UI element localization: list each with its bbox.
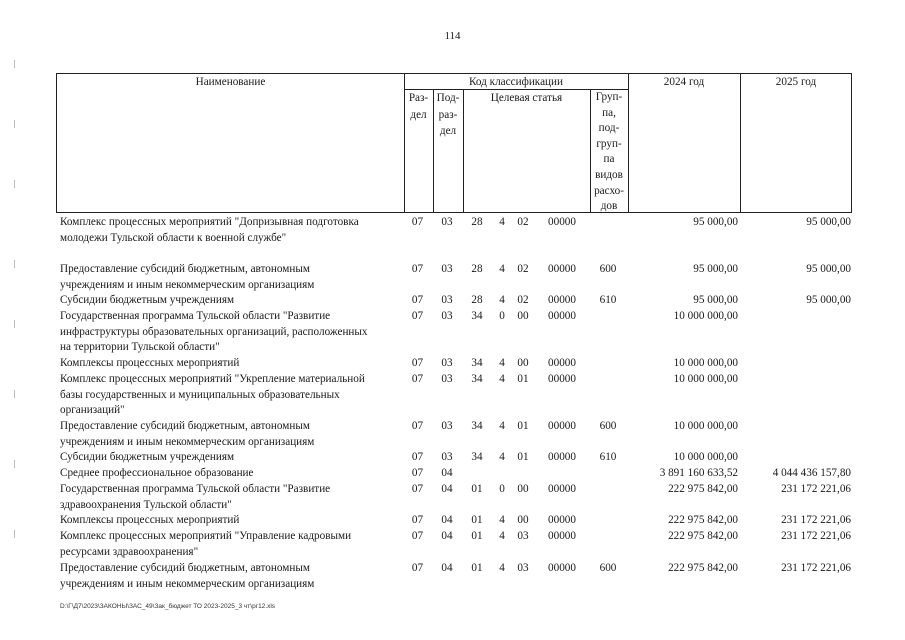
cell-razdel: 07 bbox=[411, 483, 424, 495]
page-number: 114 bbox=[444, 30, 461, 42]
cell-t1: 34 bbox=[471, 373, 483, 385]
cell-amount-2024: 10 000 000,00 bbox=[673, 373, 738, 385]
cell-t4: 00000 bbox=[548, 451, 576, 463]
cell-amount-2025: 95 000,00 bbox=[806, 216, 851, 228]
row-name: Предоставление субсидий бюджетным, автономным учреждениям и иным некоммерческим организациям bbox=[60, 562, 315, 590]
cell-razdel: 07 bbox=[411, 310, 424, 322]
cell-t4: 00000 bbox=[548, 562, 576, 574]
cell-t3: 00 bbox=[517, 357, 529, 369]
cell-razdel: 07 bbox=[411, 467, 424, 479]
cell-amount-2024: 3 891 160 633,52 bbox=[659, 467, 738, 479]
cell-razdel: 07 bbox=[411, 294, 424, 306]
cell-razdel: 07 bbox=[411, 357, 424, 369]
header-target-article: Целевая статья bbox=[490, 92, 563, 104]
cell-t2: 4 bbox=[499, 514, 505, 526]
cell-amount-2025: 231 172 221,06 bbox=[781, 483, 851, 495]
row-name: Среднее профессиональное образование bbox=[60, 467, 254, 479]
header-podrazdel: Под- раз- дел bbox=[436, 92, 460, 138]
cell-t1: 28 bbox=[471, 294, 483, 306]
cell-amount-2024: 222 975 842,00 bbox=[668, 562, 738, 574]
cell-t1: 01 bbox=[471, 530, 483, 542]
cell-t3: 02 bbox=[517, 263, 529, 275]
cell-amount-2025: 4 044 436 157,80 bbox=[772, 467, 851, 479]
cell-podrazdel: 03 bbox=[441, 373, 453, 385]
cell-podrazdel: 03 bbox=[441, 357, 453, 369]
cell-razdel: 07 bbox=[411, 514, 424, 526]
cell-podrazdel: 03 bbox=[441, 451, 453, 463]
cell-t4: 00000 bbox=[548, 216, 576, 228]
cell-razdel: 07 bbox=[411, 373, 424, 385]
cell-t3: 01 bbox=[517, 420, 529, 432]
file-path: D:\Г\Д7\2023\ЗАКОНЫ\ЗАС_49\Зак_бюджет ТО 2023-2025_3 чт\рг12.xls bbox=[60, 603, 276, 610]
cell-t4: 00000 bbox=[548, 357, 576, 369]
cell-podrazdel: 04 bbox=[441, 514, 453, 526]
header-razdel: Раз- дел bbox=[408, 92, 429, 121]
cell-amount-2024: 10 000 000,00 bbox=[673, 420, 738, 432]
cell-podrazdel: 03 bbox=[441, 310, 453, 322]
header-group: Груп- па, под- груп- па видов расхо- дов bbox=[594, 91, 624, 213]
cell-t3: 03 bbox=[517, 530, 529, 542]
cell-t3: 00 bbox=[517, 514, 529, 526]
cell-amount-2024: 95 000,00 bbox=[693, 294, 738, 306]
cell-podrazdel: 03 bbox=[441, 216, 453, 228]
cell-amount-2025: 95 000,00 bbox=[806, 263, 851, 275]
row-name: Комплекс процессных мероприятий "Управление кадровыми ресурсами здравоохранения" bbox=[60, 530, 352, 558]
cell-t4: 00000 bbox=[548, 530, 576, 542]
cell-t2: 4 bbox=[499, 373, 505, 385]
row-name: Государственная программа Тульской области "Развитие инфраструктуры образовательных организаций, расположенных на территории Тульской области" bbox=[60, 310, 368, 353]
row-name: Комплексы процессных мероприятий bbox=[60, 357, 240, 369]
cell-amount-2024: 222 975 842,00 bbox=[668, 530, 738, 542]
cell-amount-2024: 10 000 000,00 bbox=[673, 310, 738, 322]
cell-t4: 00000 bbox=[548, 373, 576, 385]
cell-t1: 34 bbox=[471, 451, 483, 463]
row-name: Комплекс процессных мероприятий "Укрепление материальной базы государственных и муниципальных образовательных организаций" bbox=[60, 373, 365, 416]
cell-razdel: 07 bbox=[411, 530, 424, 542]
cell-razdel: 07 bbox=[411, 263, 424, 275]
cell-t4: 00000 bbox=[548, 514, 576, 526]
cell-t1: 01 bbox=[471, 483, 483, 495]
cell-amount-2025: 95 000,00 bbox=[806, 294, 851, 306]
cell-t4: 00000 bbox=[548, 420, 576, 432]
cell-razdel: 07 bbox=[411, 562, 424, 574]
cell-podrazdel: 04 bbox=[441, 467, 453, 479]
cell-t2: 4 bbox=[499, 216, 505, 228]
cell-podrazdel: 04 bbox=[441, 483, 453, 495]
cell-t1: 01 bbox=[471, 562, 483, 574]
cell-podrazdel: 04 bbox=[441, 530, 453, 542]
cell-razdel: 07 bbox=[411, 216, 424, 228]
cell-t2: 4 bbox=[499, 263, 505, 275]
row-name: Субсидии бюджетным учреждениям bbox=[60, 451, 235, 463]
cell-group: 610 bbox=[599, 294, 617, 306]
cell-t1: 01 bbox=[471, 514, 483, 526]
cell-t1: 34 bbox=[471, 357, 483, 369]
row-name: Предоставление субсидий бюджетным, автономным учреждениям и иным некоммерческим организациям bbox=[60, 420, 315, 448]
row-name: Комплекс процессных мероприятий "Допризывная подготовка молодежи Тульской области к военной службе" bbox=[60, 216, 359, 244]
cell-amount-2024: 222 975 842,00 bbox=[668, 514, 738, 526]
cell-amount-2024: 10 000 000,00 bbox=[673, 451, 738, 463]
cell-group: 610 bbox=[599, 451, 617, 463]
cell-t4: 00000 bbox=[548, 294, 576, 306]
cell-t2: 0 bbox=[499, 310, 505, 322]
cell-podrazdel: 03 bbox=[441, 294, 453, 306]
cell-group: 600 bbox=[599, 562, 617, 574]
cell-t2: 4 bbox=[499, 357, 505, 369]
cell-amount-2025: 231 172 221,06 bbox=[781, 530, 851, 542]
cell-t3: 00 bbox=[517, 483, 529, 495]
cell-t2: 4 bbox=[499, 562, 505, 574]
row-name: Комплексы процессных мероприятий bbox=[60, 514, 240, 526]
cell-t1: 28 bbox=[471, 216, 483, 228]
cell-t1: 34 bbox=[471, 420, 483, 432]
cell-group: 600 bbox=[599, 263, 617, 275]
table-header bbox=[56, 73, 852, 213]
cell-t4: 00000 bbox=[548, 483, 576, 495]
cell-amount-2025: 231 172 221,06 bbox=[781, 514, 851, 526]
cell-t2: 4 bbox=[499, 451, 505, 463]
cell-amount-2024: 222 975 842,00 bbox=[668, 483, 738, 495]
cell-t1: 28 bbox=[471, 263, 483, 275]
cell-t3: 03 bbox=[517, 562, 529, 574]
row-name: Субсидии бюджетным учреждениям bbox=[60, 294, 235, 306]
cell-amount-2024: 95 000,00 bbox=[693, 263, 738, 275]
cell-amount-2024: 10 000 000,00 bbox=[673, 357, 738, 369]
cell-podrazdel: 03 bbox=[441, 420, 453, 432]
cell-podrazdel: 04 bbox=[441, 562, 453, 574]
row-name: Государственная программа Тульской области "Развитие здравоохранения Тульской области" bbox=[60, 483, 331, 511]
cell-t1: 34 bbox=[471, 310, 483, 322]
cell-amount-2024: 95 000,00 bbox=[693, 216, 738, 228]
cell-t3: 00 bbox=[517, 310, 529, 322]
header-year-2024: 2024 год bbox=[663, 76, 705, 88]
cell-razdel: 07 bbox=[411, 420, 424, 432]
cell-t4: 00000 bbox=[548, 263, 576, 275]
cell-t3: 01 bbox=[517, 373, 529, 385]
cell-razdel: 07 bbox=[411, 451, 424, 463]
header-classification: Код классификации bbox=[469, 76, 563, 88]
cell-t4: 00000 bbox=[548, 310, 576, 322]
cell-group: 600 bbox=[599, 420, 617, 432]
cell-t2: 0 bbox=[499, 483, 505, 495]
header-year-2025: 2025 год bbox=[775, 76, 817, 88]
row-name: Предоставление субсидий бюджетным, автономным учреждениям и иным некоммерческим организациям bbox=[60, 263, 315, 291]
cell-t3: 02 bbox=[517, 294, 529, 306]
cell-t2: 4 bbox=[499, 420, 505, 432]
cell-t2: 4 bbox=[499, 530, 505, 542]
cell-podrazdel: 03 bbox=[441, 263, 453, 275]
cell-t3: 01 bbox=[517, 451, 529, 463]
cell-t3: 02 bbox=[517, 216, 529, 228]
cell-t2: 4 bbox=[499, 294, 505, 306]
header-name: Наименование bbox=[195, 76, 266, 88]
cell-amount-2025: 231 172 221,06 bbox=[781, 562, 851, 574]
scan-margin-marks bbox=[14, 60, 16, 580]
